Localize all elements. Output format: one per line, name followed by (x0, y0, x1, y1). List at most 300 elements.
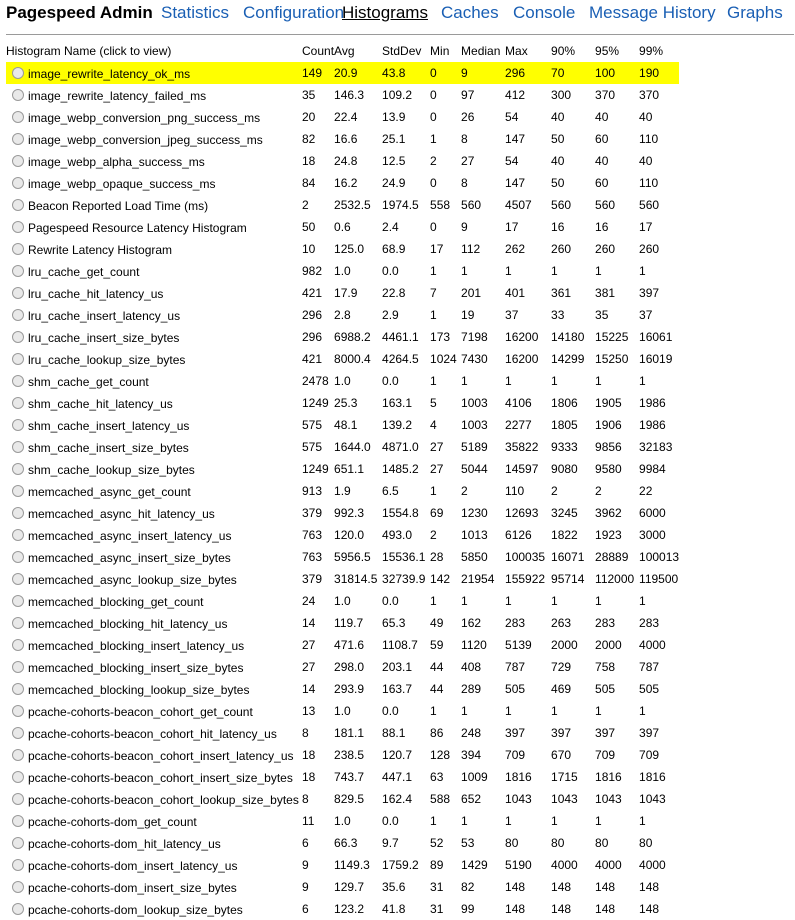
nav-link-statistics[interactable]: Statistics (161, 3, 230, 22)
cell-avg: 2.8 (334, 308, 351, 322)
cell-count: 11 (302, 814, 315, 828)
cell-max: 147 (505, 132, 526, 146)
cell-median: 248 (461, 726, 482, 740)
histogram-radio-button[interactable] (12, 463, 24, 475)
cell-name (6, 744, 302, 766)
cell-median: 1 (461, 704, 468, 718)
cell-min: 7 (430, 286, 437, 300)
table-row[interactable] (6, 458, 679, 480)
table-row[interactable] (6, 546, 679, 568)
cell-median: 5044 (461, 462, 488, 476)
table-row[interactable] (6, 348, 679, 370)
cell-stddev: 13.9 (382, 110, 406, 124)
histogram-radio-button[interactable] (12, 221, 24, 233)
cell-stddev: 0.0 (382, 374, 399, 388)
histogram-name-link[interactable]: shm_cache_insert_latency_us (28, 418, 190, 433)
histogram-name-link[interactable]: Beacon Reported Load Time (ms) (28, 198, 209, 213)
cell-stddev: 0.0 (382, 704, 399, 718)
cell-max: 296 (505, 62, 551, 84)
cell-p95: 40 (595, 154, 609, 168)
histogram-radio-button[interactable] (12, 507, 24, 519)
cell-p90: 70 (551, 62, 595, 84)
histogram-radio-button[interactable] (12, 331, 24, 343)
cell-p90: 9333 (551, 440, 578, 454)
cell-avg: 471.6 (334, 638, 365, 652)
histogram-radio-button[interactable] (12, 595, 24, 607)
table-row[interactable] (6, 128, 679, 150)
cell-stddev: 35.6 (382, 880, 406, 894)
cell-p95: 381 (595, 286, 616, 300)
cell-count: 8 (302, 792, 309, 806)
cell-p90: 1822 (551, 528, 578, 542)
cell-p95: 1 (595, 814, 602, 828)
histogram-radio-button[interactable] (12, 529, 24, 541)
cell-p99: 40 (639, 110, 653, 124)
cell-count: 2 (302, 198, 309, 212)
cell-p99: 80 (639, 836, 653, 850)
cell-p99: 100013 (639, 550, 680, 564)
table-row[interactable] (6, 502, 679, 524)
cell-stddev: 4461.1 (382, 330, 419, 344)
cell-p90: 1 (551, 264, 558, 278)
cell-avg: 5956.5 (334, 550, 371, 564)
cell-median: 5850 (461, 550, 488, 564)
cell-p90: 1 (551, 704, 558, 718)
cell-median: 408 (461, 660, 482, 674)
table-row[interactable] (6, 84, 679, 106)
table-row[interactable] (6, 766, 679, 788)
cell-min: 5 (430, 396, 437, 410)
cell-min: 1 (430, 374, 437, 388)
cell-p99: 397 (639, 726, 660, 740)
cell-avg: 120.0 (334, 528, 365, 542)
cell-p99: 709 (639, 748, 660, 762)
histogram-radio-button[interactable] (12, 89, 24, 101)
cell-p90: 148 (551, 902, 572, 916)
cell-max: 147 (505, 176, 526, 190)
histogram-name-link[interactable]: pcache-cohorts-beacon_cohort_insert_size_bytes (28, 770, 293, 785)
cell-count: 379 (302, 506, 323, 520)
table-row[interactable] (6, 480, 679, 502)
histogram-name-link[interactable]: memcached_async_lookup_size_bytes (28, 572, 237, 587)
cell-max: 54 (505, 154, 519, 168)
table-row[interactable] (6, 854, 679, 876)
cell-p90: 397 (551, 726, 572, 740)
histogram-radio-button[interactable] (12, 617, 24, 629)
cell-max: 148 (505, 902, 526, 916)
cell-name (6, 348, 302, 370)
histogram-radio-button[interactable] (12, 683, 24, 695)
cell-max: 401 (505, 286, 526, 300)
table-row[interactable] (6, 568, 679, 590)
cell-avg: 48.1 (334, 418, 358, 432)
cell-p95: 15250 (595, 352, 629, 366)
cell-median: 7198 (461, 330, 488, 344)
cell-stddev: 163.7 (382, 682, 413, 696)
histogram-radio-button[interactable] (12, 903, 24, 915)
cell-min: 86 (430, 726, 444, 740)
histogram-name-link[interactable]: lru_cache_hit_latency_us (28, 286, 164, 301)
cell-count: 13 (302, 704, 316, 718)
cell-p90: 40 (551, 154, 565, 168)
table-row[interactable] (6, 282, 679, 304)
cell-count: 18 (302, 154, 316, 168)
cell-p99: 148 (639, 880, 660, 894)
histogram-radio-button[interactable] (12, 375, 24, 387)
histogram-radio-button[interactable] (12, 661, 24, 673)
histogram-name-link[interactable]: Pagespeed Resource Latency Histogram (28, 220, 247, 235)
table-row[interactable] (6, 832, 679, 854)
cell-min: 44 (430, 660, 444, 674)
histogram-name-link[interactable]: pcache-cohorts-dom_insert_latency_us (28, 858, 238, 873)
histogram-name-link[interactable]: pcache-cohorts-beacon_cohort_insert_latency_us (28, 748, 294, 763)
cell-count: 18 (302, 748, 316, 762)
histogram-name-link[interactable]: memcached_async_insert_latency_us (28, 528, 232, 543)
histogram-radio-button[interactable] (12, 793, 24, 805)
table-row[interactable] (6, 150, 679, 172)
histogram-radio-button[interactable] (12, 265, 24, 277)
cell-min: 2 (430, 154, 437, 168)
cell-p90: 469 (551, 682, 572, 696)
histogram-name-link[interactable]: lru_cache_get_count (28, 264, 140, 279)
cell-median: 26 (461, 110, 475, 124)
cell-name (6, 590, 302, 612)
cell-p90: 300 (551, 88, 572, 102)
histogram-name-link[interactable]: memcached_blocking_insert_latency_us (28, 638, 245, 653)
cell-name (6, 656, 302, 678)
table-row[interactable] (6, 194, 679, 216)
cell-p90: 3245 (551, 506, 578, 520)
cell-count: 82 (302, 132, 316, 146)
table-row[interactable] (6, 216, 679, 238)
histogram-radio-button[interactable] (12, 485, 24, 497)
cell-stddev: 68.9 (382, 242, 406, 256)
histogram-radio-button[interactable] (12, 573, 24, 585)
table-row[interactable] (6, 700, 679, 722)
histogram-radio-button[interactable] (12, 111, 24, 123)
cell-max: 1 (505, 264, 512, 278)
cell-p95: 100 (595, 62, 639, 84)
histogram-radio-button[interactable] (12, 815, 24, 827)
cell-name (6, 678, 302, 700)
histogram-name-link[interactable]: pcache-cohorts-dom_insert_size_bytes (28, 880, 237, 895)
histogram-name-link[interactable]: memcached_async_hit_latency_us (28, 506, 215, 521)
cell-avg: 6988.2 (334, 330, 371, 344)
histogram-name-link[interactable]: pcache-cohorts-dom_lookup_size_bytes (28, 902, 243, 917)
cell-stddev: 0.0 (382, 594, 399, 608)
cell-p95: 709 (595, 748, 616, 762)
cell-avg: 238.5 (334, 748, 365, 762)
nav-link-caches[interactable]: Caches (441, 3, 499, 22)
cell-avg: 1.9 (334, 484, 351, 498)
cell-p90: 560 (551, 198, 572, 212)
cell-avg: 31814.5 (334, 572, 378, 586)
cell-p95: 370 (595, 88, 616, 102)
cell-name (6, 106, 302, 128)
cell-p99: 3000 (639, 528, 666, 542)
cell-stddev: 2.4 (382, 220, 399, 234)
cell-median: 2 (461, 484, 468, 498)
cell-count: 2478 (302, 374, 329, 388)
cell-min: 1 (430, 814, 437, 828)
histogram-radio-button[interactable] (12, 441, 24, 453)
cell-count: 575 (302, 440, 323, 454)
table-row[interactable] (6, 326, 679, 348)
cell-max: 54 (505, 110, 519, 124)
table-row[interactable] (6, 304, 679, 326)
table-row[interactable] (6, 524, 679, 546)
cell-p95: 1923 (595, 528, 622, 542)
table-row[interactable] (6, 370, 679, 392)
histogram-radio-button[interactable] (12, 705, 24, 717)
cell-p90: 1 (551, 594, 558, 608)
table-row[interactable] (6, 414, 679, 436)
cell-max: 80 (505, 836, 519, 850)
cell-p95: 60 (595, 132, 609, 146)
histogram-radio-button[interactable] (12, 727, 24, 739)
cell-p99: 560 (639, 198, 660, 212)
histogram-name-link[interactable]: image_webp_conversion_png_success_ms (28, 110, 261, 125)
cell-avg: 1149.3 (334, 858, 370, 872)
table-row[interactable] (6, 590, 679, 612)
histogram-radio-button[interactable] (12, 837, 24, 849)
histogram-name-link[interactable]: image_webp_conversion_jpeg_success_ms (28, 132, 263, 147)
table-row[interactable] (6, 612, 679, 634)
histogram-name-link[interactable]: image_webp_alpha_success_ms (28, 154, 205, 169)
histogram-radio-button[interactable] (12, 155, 24, 167)
cell-p99: 260 (639, 242, 660, 256)
histogram-name-link[interactable]: lru_cache_lookup_size_bytes (28, 352, 186, 367)
cell-p99: 1 (639, 704, 646, 718)
cell-median: 7430 (461, 352, 488, 366)
histogram-name-link[interactable]: memcached_async_get_count (28, 484, 191, 499)
cell-p90: 9080 (551, 462, 578, 476)
cell-min: 0 (430, 220, 437, 234)
table-row[interactable] (6, 898, 679, 920)
cell-p95: 1 (595, 704, 602, 718)
table-row[interactable] (6, 656, 679, 678)
histogram-radio-button[interactable] (12, 243, 24, 255)
histogram-name-link[interactable]: memcached_async_insert_size_bytes (28, 550, 231, 565)
histogram-name-link[interactable]: shm_cache_insert_size_bytes (28, 440, 189, 455)
cell-median: 97 (461, 88, 475, 102)
cell-stddev: 1554.8 (382, 506, 419, 520)
cell-count: 27 (302, 660, 316, 674)
cell-min: 173 (430, 330, 451, 344)
cell-p95: 1 (595, 374, 602, 388)
cell-p95: 9580 (595, 462, 622, 476)
cell-count: 18 (302, 770, 316, 784)
cell-name (6, 414, 302, 436)
histogram-radio-button[interactable] (12, 353, 24, 365)
histogram-name-link[interactable]: memcached_blocking_lookup_size_bytes (28, 682, 250, 697)
histogram-radio-button[interactable] (12, 397, 24, 409)
histogram-radio-button[interactable] (12, 771, 24, 783)
cell-name (6, 128, 302, 150)
cell-max: 155922 (505, 572, 546, 586)
table-row[interactable] (6, 876, 679, 898)
histogram-name-link[interactable]: shm_cache_get_count (28, 374, 149, 389)
cell-max: 1 (505, 594, 512, 608)
table-row[interactable] (6, 106, 679, 128)
cell-p99: 32183 (639, 440, 673, 454)
cell-min: 63 (430, 770, 444, 784)
histogram-radio-button[interactable] (12, 881, 24, 893)
histogram-name-link[interactable]: memcached_blocking_get_count (28, 594, 204, 609)
cell-median: 1 (461, 594, 468, 608)
cell-p95: 40 (595, 110, 609, 124)
histogram-radio-button[interactable] (12, 419, 24, 431)
histogram-radio-button[interactable] (12, 133, 24, 145)
histogram-name-link[interactable]: shm_cache_lookup_size_bytes (28, 462, 195, 477)
cell-median: 560 (461, 198, 482, 212)
cell-avg: 22.4 (334, 110, 358, 124)
cell-stddev: 9.7 (382, 836, 399, 850)
cell-min: 1 (430, 308, 437, 322)
cell-p95: 16 (595, 220, 609, 234)
table-row[interactable] (6, 810, 679, 832)
cell-p95: 2000 (595, 638, 622, 652)
cell-p90: 670 (551, 748, 572, 762)
nav-link-console[interactable]: Console (513, 3, 576, 22)
cell-count: 8 (302, 726, 309, 740)
cell-median: 652 (461, 792, 482, 806)
cell-name (6, 524, 302, 546)
cell-name (6, 326, 302, 348)
cell-p99: 6000 (639, 506, 666, 520)
cell-avg: 992.3 (334, 506, 365, 520)
cell-name (6, 788, 302, 810)
table-row[interactable] (6, 238, 679, 260)
cell-median: 8 (461, 176, 468, 190)
cell-count: 763 (302, 528, 323, 542)
table-row[interactable] (6, 62, 679, 84)
cell-median: 53 (461, 836, 475, 850)
cell-count: 6 (302, 836, 309, 850)
histogram-name-link[interactable]: image_rewrite_latency_failed_ms (28, 88, 207, 103)
nav-link-graphs[interactable]: Graphs (727, 3, 783, 22)
cell-stddev: 1485.2 (382, 462, 419, 476)
cell-p90: 95714 (551, 572, 585, 586)
table-row[interactable] (6, 436, 679, 458)
cell-max: 148 (505, 880, 526, 894)
cell-p95: 148 (595, 902, 616, 916)
histogram-name-link[interactable]: lru_cache_insert_size_bytes (28, 330, 180, 345)
cell-stddev: 65.3 (382, 616, 406, 630)
cell-median: 8 (461, 132, 468, 146)
table-row[interactable] (6, 260, 679, 282)
histogram-radio-button[interactable] (12, 309, 24, 321)
cell-median: 394 (461, 748, 482, 762)
cell-avg: 125.0 (334, 242, 365, 256)
nav-link-histograms[interactable]: Histograms (342, 3, 428, 22)
cell-count: 421 (302, 286, 323, 300)
table-row[interactable] (6, 392, 679, 414)
cell-count: 9 (302, 858, 309, 872)
cell-count: 149 (302, 62, 334, 84)
cell-min: 27 (430, 462, 444, 476)
cell-count: 913 (302, 484, 323, 498)
nav-divider (6, 34, 794, 35)
cell-max: 4507 (505, 198, 532, 212)
histogram-rows (6, 62, 679, 920)
cell-p90: 50 (551, 132, 565, 146)
histogram-name-link[interactable]: pcache-cohorts-beacon_cohort_get_count (28, 704, 253, 719)
table-row[interactable] (6, 634, 679, 656)
histogram-radio-button[interactable] (12, 551, 24, 563)
table-row[interactable] (6, 172, 679, 194)
histogram-radio-button[interactable] (12, 639, 24, 651)
cell-min: 4 (430, 418, 437, 432)
cell-name (6, 722, 302, 744)
cell-median: 99 (461, 902, 475, 916)
table-row[interactable] (6, 678, 679, 700)
cell-p99: 1986 (639, 396, 666, 410)
header-stddev: StdDev (382, 44, 422, 58)
cell-avg: 20.9 (334, 62, 382, 84)
histogram-radio-button[interactable] (12, 749, 24, 761)
cell-count: 6 (302, 902, 309, 916)
cell-min: 588 (430, 792, 451, 806)
cell-p99: 505 (639, 682, 660, 696)
cell-stddev: 1759.2 (382, 858, 419, 872)
cell-name (6, 634, 302, 656)
histogram-name-link[interactable]: pcache-cohorts-dom_hit_latency_us (28, 836, 221, 851)
histogram-name-link[interactable]: pcache-cohorts-beacon_cohort_hit_latency_us (28, 726, 277, 741)
cell-stddev: 22.8 (382, 286, 406, 300)
cell-p90: 263 (551, 616, 572, 630)
top-navigation (0, 0, 795, 34)
table-row[interactable] (6, 788, 679, 810)
histogram-name-link[interactable]: pcache-cohorts-beacon_cohort_lookup_size_bytes (28, 792, 299, 807)
histogram-radio-button[interactable] (12, 67, 24, 79)
histogram-name-link[interactable]: image_rewrite_latency_ok_ms (28, 66, 191, 81)
histogram-radio-button[interactable] (12, 287, 24, 299)
histogram-radio-button[interactable] (12, 177, 24, 189)
cell-p95: 80 (595, 836, 609, 850)
cell-count: 575 (302, 418, 323, 432)
cell-min: 89 (430, 858, 444, 872)
cell-min: 1 (430, 132, 437, 146)
histogram-name-link[interactable]: memcached_blocking_hit_latency_us (28, 616, 228, 631)
cell-name (6, 436, 302, 458)
histogram-name-link[interactable]: memcached_blocking_insert_size_bytes (28, 660, 244, 675)
cell-p99: 1986 (639, 418, 666, 432)
nav-link-configuration[interactable]: Configuration (243, 3, 345, 22)
cell-median: 1 (461, 814, 468, 828)
cell-p90: 14299 (551, 352, 585, 366)
histogram-name-link[interactable]: shm_cache_hit_latency_us (28, 396, 173, 411)
cell-name (6, 546, 302, 568)
histogram-name-link[interactable]: pcache-cohorts-dom_get_count (28, 814, 197, 829)
histogram-name-link[interactable]: lru_cache_insert_latency_us (28, 308, 181, 323)
histogram-radio-button[interactable] (12, 859, 24, 871)
header-p90: 90% (551, 44, 576, 58)
table-row[interactable] (6, 722, 679, 744)
cell-p99: 1 (639, 264, 646, 278)
cell-median: 9 (461, 62, 505, 84)
app-title: Pagespeed Admin (6, 3, 153, 22)
histogram-name-link[interactable]: Rewrite Latency Histogram (28, 242, 173, 257)
cell-p95: 560 (595, 198, 616, 212)
histogram-radio-button[interactable] (12, 199, 24, 211)
nav-link-message-history[interactable]: Message History (589, 3, 716, 22)
table-row[interactable] (6, 744, 679, 766)
histogram-name-link[interactable]: image_webp_opaque_success_ms (28, 176, 216, 191)
cell-max: 1816 (505, 770, 532, 784)
cell-count: 14 (302, 616, 316, 630)
cell-stddev: 4871.0 (382, 440, 419, 454)
